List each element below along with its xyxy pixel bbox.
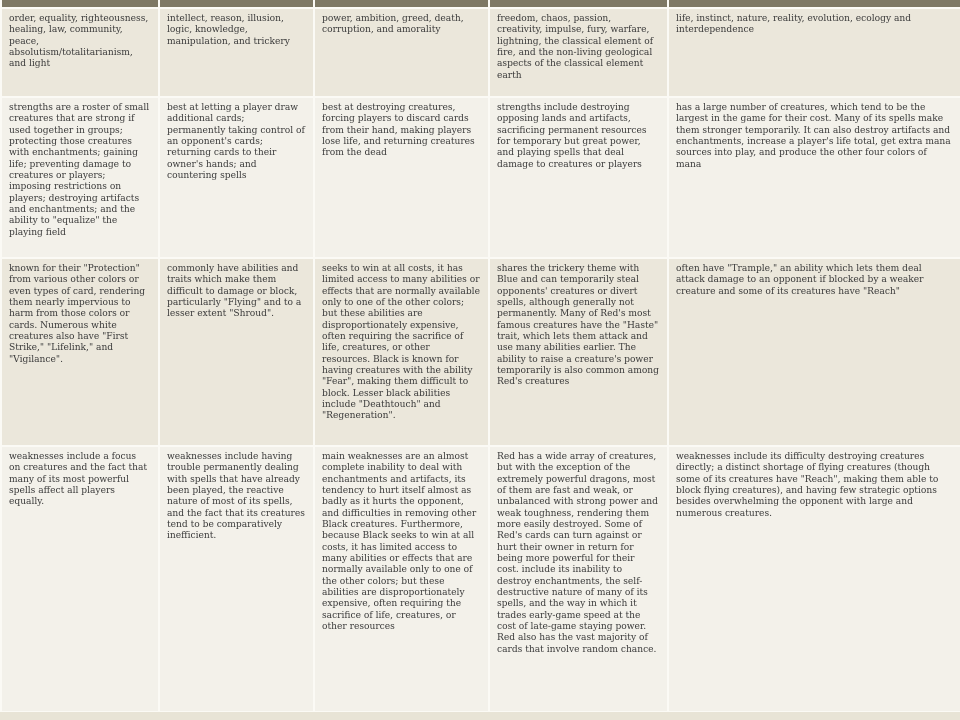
table-row-abilities [1, 258, 960, 446]
table-cell: strengths are a roster of small creatures that are strong if used together in groups; protecting those creatures with enchantments; gaining life; preventing damage to creatures or players; imposing restrictions on players; destroying artifacts and enchantments; and the ability to "equalize" the playing field [1, 97, 159, 258]
header-cell [159, 0, 314, 8]
table-cell: life, instinct, nature, reality, evolution, ecology and interdependence [668, 8, 960, 97]
table-cell: strengths include destroying opposing lands and artifacts, sacrificing permanent resources for temporary but great power, and playing spells that deal damage to creatures or players [489, 97, 668, 258]
header-row [1, 0, 960, 8]
header-cell [489, 0, 668, 8]
table-cell: best at destroying creatures, forcing players to discard cards from their hand, making players lose life, and returning creatures from the dead [314, 97, 489, 258]
bottom-strip [0, 712, 960, 720]
table-cell: known for their "Protection" from various other colors or even types of card, rendering them nearly impervious to harm from those colors or cards. Numerous white creatures also have "First Strike," "Lifelink," and "Vigilance". [1, 258, 159, 446]
table-cell: commonly have abilities and traits which make them difficult to damage or block, particularly "Flying" and to a lesser extent "Shroud". [159, 258, 314, 446]
table-cell: often have "Trample," an ability which lets them deal attack damage to an opponent if blocked by a weaker creature and some of its creatures have "Reach" [668, 258, 960, 446]
table-row-strengths [1, 97, 960, 258]
table-cell: weaknesses include having trouble permanently dealing with spells that have already been played, the reactive nature of most of its spells, and the fact that its creatures tend to be comparatively inefficient. [159, 446, 314, 712]
table-cell: intellect, reason, illusion, logic, knowledge, manipulation, and trickery [159, 8, 314, 97]
header-cell [314, 0, 489, 8]
table-cell: order, equality, righteousness, healing, law, community, peace, absolutism/totalitarianism, and light [1, 8, 159, 97]
table-cell: weaknesses include a focus on creatures and the fact that many of its most powerful spells affect all players equally. [1, 446, 159, 712]
table-cell: main weaknesses are an almost complete inability to deal with enchantments and artifacts, its tendency to hurt itself almost as badly as it hurts the opponent, and difficulties in removing other Black creatures. Furthermore, because Black seeks to win at all costs, it has limited access to many abilities or effects that are normally available only to one of the other colors; but these abilities are disproportionately expensive, often requiring the sacrifice of life, creatures, or other resources [314, 446, 489, 712]
table-cell: best at letting a player draw additional cards; permanently taking control of an opponent's cards; returning cards to their owner's hands; and countering spells [159, 97, 314, 258]
header-cell [668, 0, 960, 8]
table-cell: shares the trickery theme with Blue and can temporarily steal opponents' creatures or divert spells, although generally not permanently. Many of Red's most famous creatures have the "Haste" trait, which lets them attack and use many abilities earlier. The ability to raise a creature's power temporarily is also common among Red's creatures [489, 258, 668, 446]
table-cell: Red has a wide array of creatures, but with the exception of the extremely powerful dragons, most of them are fast and weak, or unbalanced with strong power and weak toughness, rendering them more easily destroyed. Some of Red's cards can turn against or hurt their owner in return for being more powerful for their cost. include its inability to destroy enchantments, the self-destructive nature of many of its spells, and the way in which it trades early-game speed at the cost of late-game staying power. Red also has the vast majority of cards that involve random chance. [489, 446, 668, 712]
table-cell: has a large number of creatures, which tend to be the largest in the game for their cost. Many of its spells make them stronger temporarily. It can also destroy artifacts and enchantments, increase a player's life total, get extra mana sources into play, and produce the other four colors of mana [668, 97, 960, 258]
table-row-weaknesses [1, 446, 960, 712]
header-cell [1, 0, 159, 8]
table-cell: freedom, chaos, passion, creativity, impulse, fury, warfare, lightning, the classical element of fire, and the non-living geological aspects of the classical element earth [489, 8, 668, 97]
table-cell: seeks to win at all costs, it has limited access to many abilities or effects that are normally available only to one of the other colors; but these abilities are disproportionately expensive, often requiring the sacrifice of life, creatures, or other resources. Black is known for having creatures with the ability "Fear", making them difficult to block. Lesser black abilities include "Deathtouch" and "Regeneration". [314, 258, 489, 446]
table-cell: weaknesses include its difficulty destroying creatures directly; a distinct shortage of flying creatures (though some of its creatures have "Reach", making them able to block flying creatures), and having few strategic options besides overwhelming the opponent with large and numerous creatures. [668, 446, 960, 712]
table-cell: power, ambition, greed, death, corruption, and amorality [314, 8, 489, 97]
table-row-themes [1, 8, 960, 97]
